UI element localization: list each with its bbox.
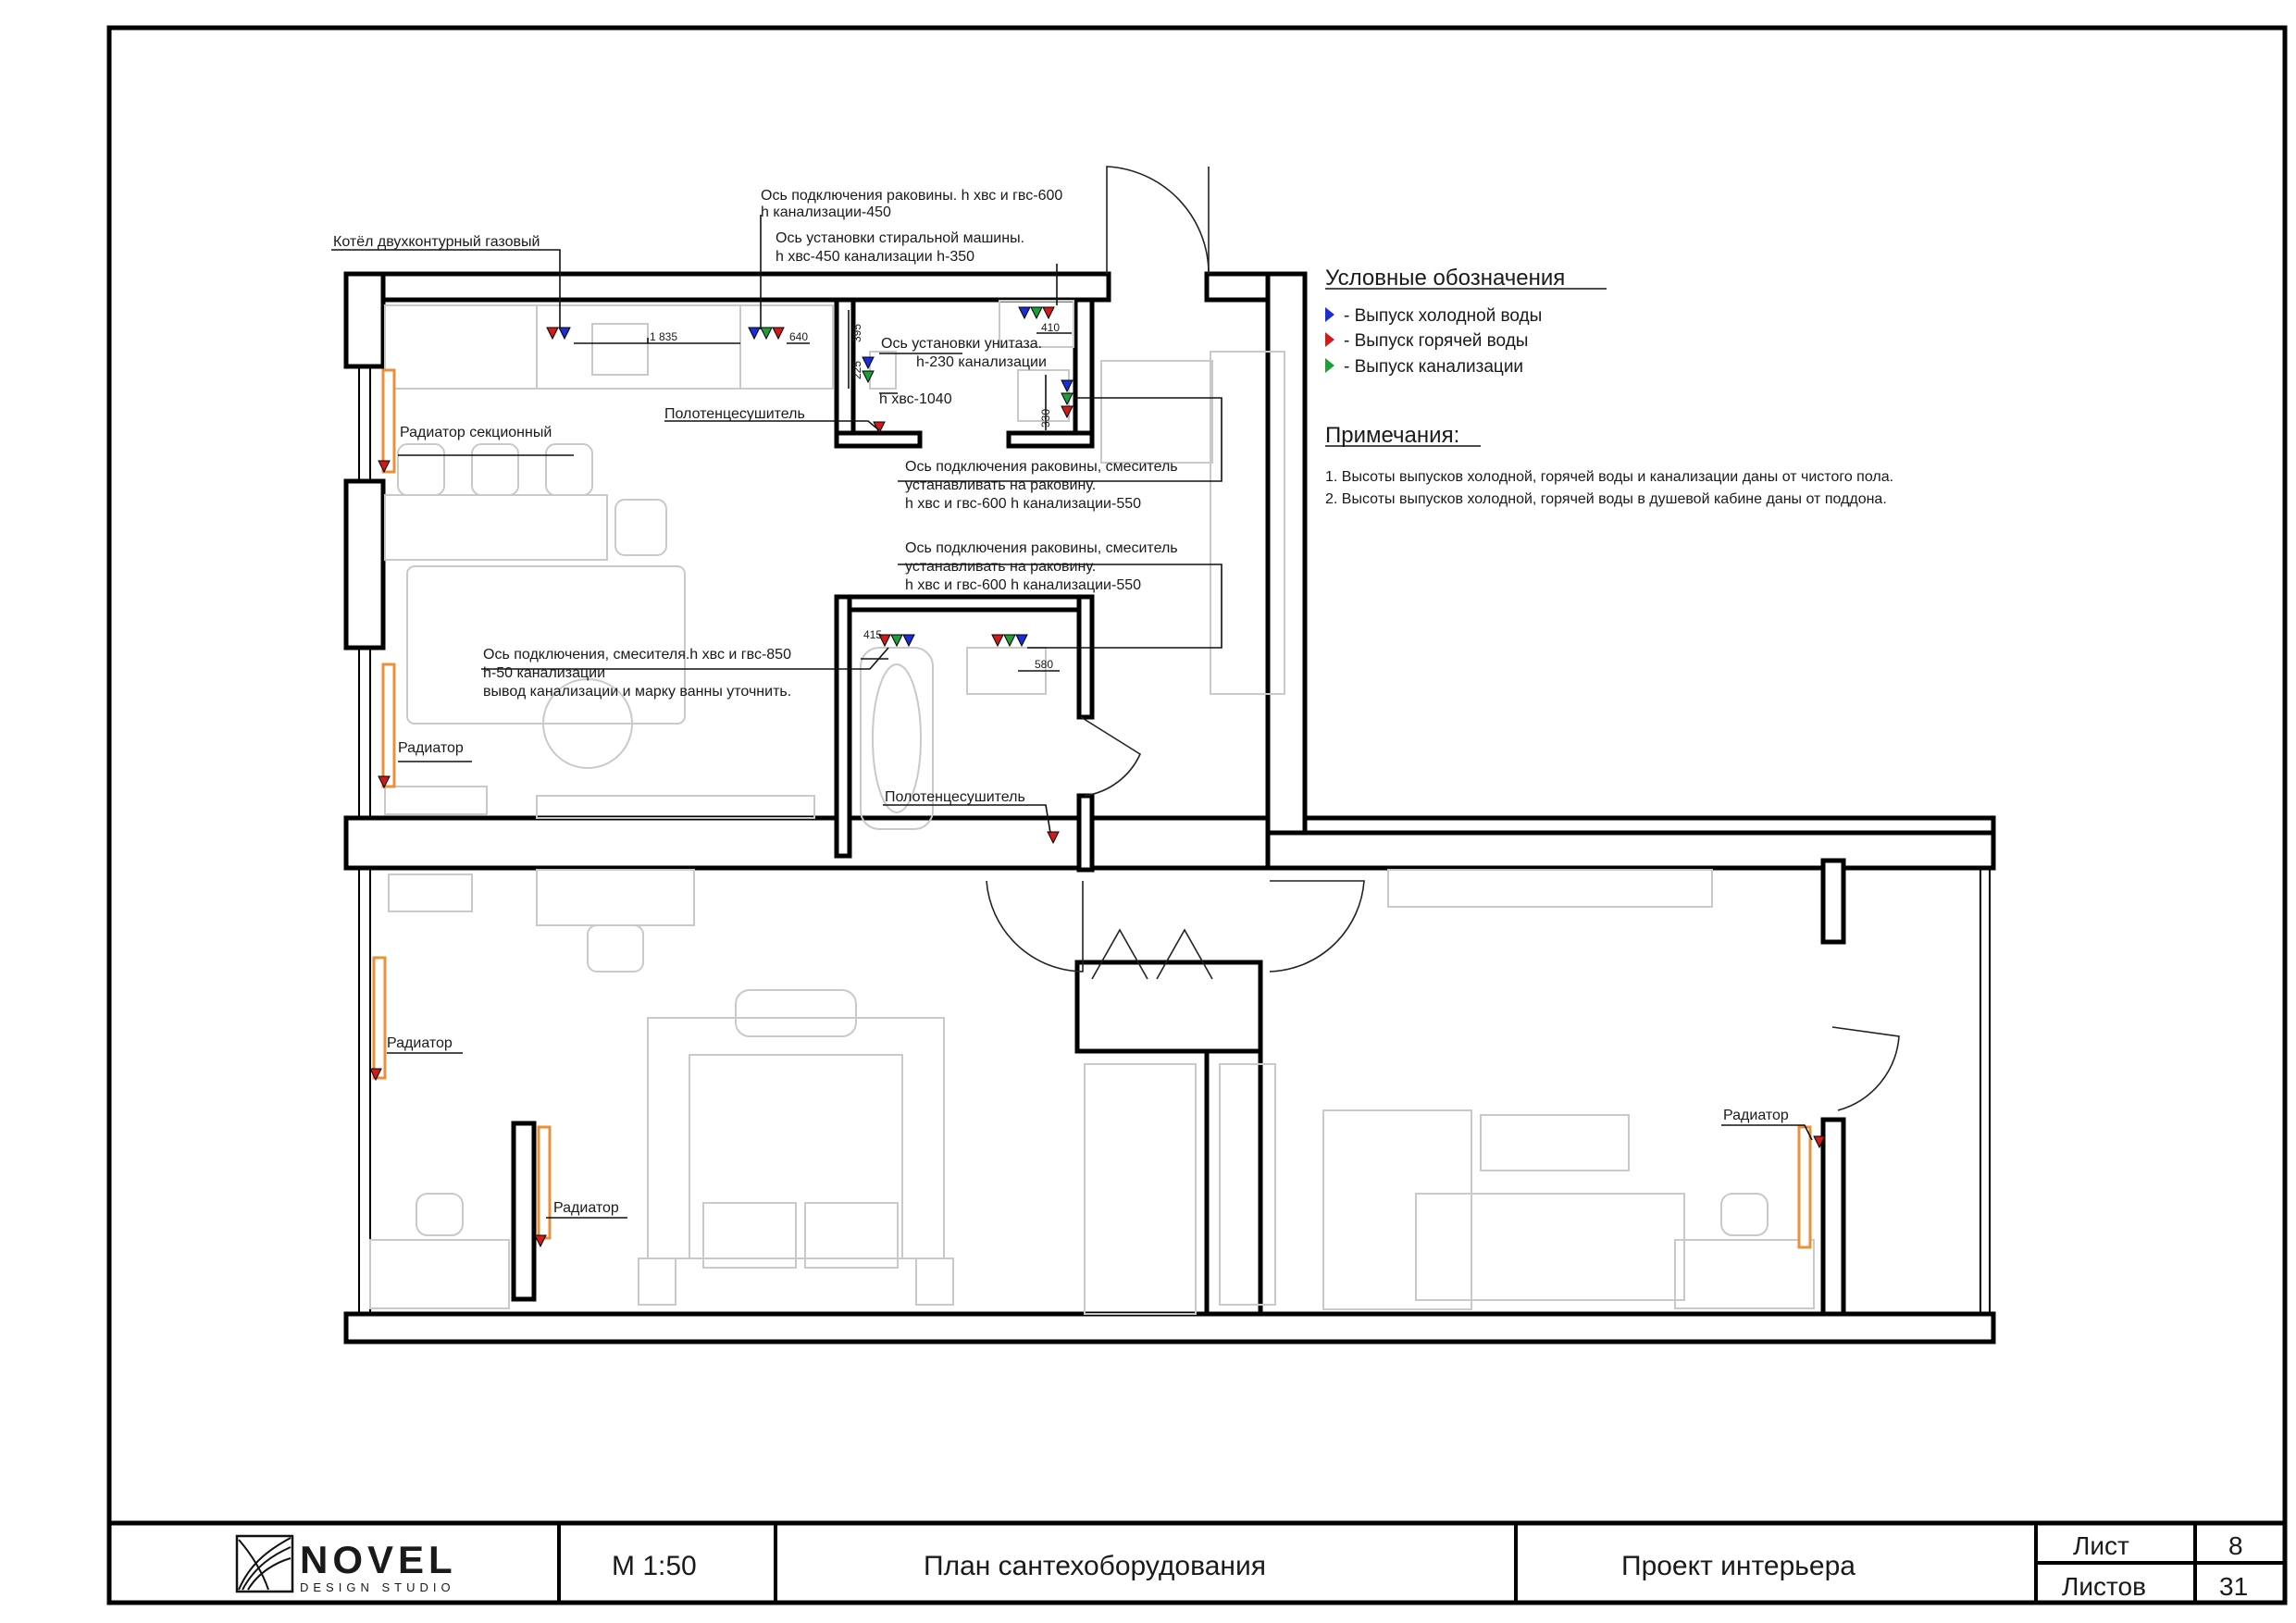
red-triangle-marker <box>535 1235 546 1246</box>
bath-label-line1: Ось подключения, смесителя.h хвс и гвс-850 <box>483 647 791 663</box>
sink2-label-line2: устанавливать на раковину. <box>905 477 1097 493</box>
blue-triangle-marker <box>1325 307 1334 322</box>
blue-triangle-marker <box>863 357 874 368</box>
blue-triangle-marker <box>1019 307 1030 318</box>
legend-item-sewer: - Выпуск канализации <box>1344 357 1524 377</box>
sink2-label-line1: Ось подключения раковины, смеситель <box>905 459 1178 475</box>
sheet-number: 8 <box>2228 1531 2243 1560</box>
radiator-4 <box>1799 1127 1810 1247</box>
drawing-title: План сантехоборудования <box>924 1551 1266 1581</box>
note-2: 2. Высоты выпусков холодной, горячей воды в душевой кабине даны от поддона. <box>1325 491 1887 507</box>
green-triangle-marker <box>891 635 902 646</box>
dim-410: 410 <box>1041 321 1061 334</box>
blue-triangle-marker <box>903 635 914 646</box>
radiator-sectional-label: Радиатор секционный <box>400 425 552 440</box>
radiator-sectional <box>383 370 394 472</box>
cold-water-height-label: h хвс-1040 <box>879 391 952 407</box>
leader-lines <box>331 215 1812 1218</box>
towel-warmer-2-label: Полотенцесушитель <box>885 789 1025 805</box>
legend-title: Условные обозначения <box>1325 266 1566 291</box>
red-triangle-marker <box>773 328 784 339</box>
sheets-total: 31 <box>2219 1572 2249 1601</box>
project-label: Проект интерьера <box>1621 1551 1855 1581</box>
notes <box>1325 423 1893 507</box>
sink3-label-line1: Ось подключения раковины, смеситель <box>905 540 1178 556</box>
radiator-4-label: Радиатор <box>1723 1108 1789 1123</box>
radiator-2-label: Радиатор <box>387 1035 453 1051</box>
logo-subtitle: DESIGN STUDIO <box>300 1580 455 1594</box>
green-triangle-marker <box>863 371 874 382</box>
radiator-1-label: Радиатор <box>398 740 464 756</box>
note-1: 1. Высоты выпусков холодной, горячей воды и канализации даны от чистого пола. <box>1325 469 1894 485</box>
radiator-3 <box>539 1127 550 1238</box>
outlet-markers <box>370 307 1825 1246</box>
novel-logo-icon <box>237 1536 292 1592</box>
legend-item-hot: - Выпуск горячей воды <box>1344 331 1529 351</box>
radiator-2 <box>374 958 385 1078</box>
title-block <box>109 1523 2285 1603</box>
sink3-label-line3: h хвс и гвс-600 h канализации-550 <box>905 577 1142 593</box>
green-triangle-marker <box>1004 635 1015 646</box>
sink1-label-line2: h канализации-450 <box>761 204 891 220</box>
dim-415: 415 <box>863 628 883 641</box>
toilet-label-line2: h-230 канализации <box>916 354 1047 370</box>
boiler-label: Котёл двухконтурный газовый <box>333 234 540 250</box>
toilet-label-line1: Ось установки унитаза. <box>881 336 1043 352</box>
sink1-label-line1: Ось подключения раковины. h хвс и гвс-600 <box>761 188 1063 204</box>
green-triangle-marker <box>1061 393 1073 404</box>
notes-title: Примечания: <box>1325 423 1460 448</box>
bath-label-line2: h-50 канализации <box>483 665 605 681</box>
red-triangle-marker <box>1043 307 1054 318</box>
logo-wordmark: NOVEL <box>300 1538 457 1581</box>
red-triangle-marker <box>992 635 1003 646</box>
red-triangle-marker <box>547 328 558 339</box>
dim-580: 580 <box>1035 658 1054 671</box>
scale-label: М 1:50 <box>612 1551 697 1581</box>
dim-1835: 1 835 <box>650 330 678 343</box>
blue-triangle-marker <box>749 328 760 339</box>
radiator-3-label: Радиатор <box>553 1200 619 1216</box>
dim-330: 330 <box>1039 408 1052 427</box>
annotations <box>333 188 1789 1216</box>
green-triangle-marker <box>1031 307 1042 318</box>
legend <box>1325 266 1607 377</box>
dim-225: 225 <box>850 360 863 379</box>
blue-triangle-marker <box>1016 635 1027 646</box>
sink3-label-line2: устанавливать на раковину. <box>905 559 1097 575</box>
towel-warmer-1-label: Полотенцесушитель <box>664 406 805 422</box>
sink2-label-line3: h хвс и гвс-600 h канализации-550 <box>905 496 1142 512</box>
red-triangle-marker <box>1325 332 1334 347</box>
sheet-label: Лист <box>2073 1531 2129 1560</box>
radiator-1 <box>383 664 394 787</box>
red-triangle-marker <box>1061 406 1073 417</box>
dim-395: 395 <box>850 323 863 342</box>
dim-640: 640 <box>789 330 809 343</box>
green-triangle-marker <box>1325 358 1334 373</box>
walls <box>346 274 1993 1342</box>
sheets-label: Листов <box>2062 1572 2146 1601</box>
blue-triangle-marker <box>1061 380 1073 391</box>
washer-label-line1: Ось установки стиральной машины. <box>776 230 1025 246</box>
legend-item-cold: - Выпуск холодной воды <box>1344 306 1543 326</box>
green-triangle-marker <box>761 328 772 339</box>
washer-label-line2: h хвс-450 канализации h-350 <box>776 249 975 265</box>
bath-label-line3: вывод канализации и марку ванны уточнить. <box>483 684 792 700</box>
